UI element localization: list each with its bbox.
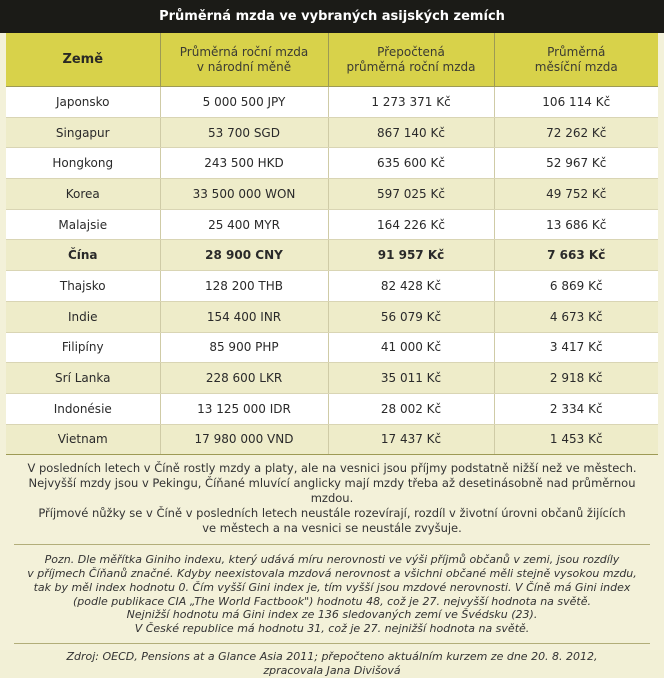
cell-country: Indie <box>6 301 160 332</box>
cell-annual: 56 079 Kč <box>328 301 494 332</box>
header-national-line1: Průměrná roční mzda <box>179 44 309 59</box>
cell-monthly: 4 673 Kč <box>494 301 658 332</box>
cell-national: 228 600 LKR <box>160 363 328 394</box>
cell-monthly: 106 114 Kč <box>494 87 658 118</box>
cell-monthly: 7 663 Kč <box>494 240 658 271</box>
table-wrapper <box>0 33 664 455</box>
table-header <box>6 33 658 87</box>
source-note <box>14 644 650 678</box>
cell-national: 243 500 HKD <box>160 148 328 179</box>
cell-national: 13 125 000 IDR <box>160 393 328 424</box>
header-annual-line1: Přepočtená <box>377 44 445 59</box>
gini-note-line: (podle publikace CIA „The World Factbook") hodnotu 48, což je 27. nejvyšší hodnota na světě. <box>73 594 591 608</box>
gini-note-line: tak by měl index hodnotu 0. Čím vyšší Gini index je, tím vyšší jsou mzdové nerovnosti. V Číně má Gini index <box>33 580 631 594</box>
header-monthly-line2: měsíční mzda <box>534 59 618 74</box>
cell-annual: 28 002 Kč <box>328 393 494 424</box>
header-annual <box>328 33 494 87</box>
context-note-line: Příjmové nůžky se v Číně v posledních letech neustále rozevírají, rozdíl v životní úrovni občanů žijících <box>38 506 626 521</box>
source-note-line: Zdroj: OECD, Pensions at a Glance Asia 2011; přepočteno aktuálním kurzem ze dne 20. 8. 2012, <box>66 650 598 664</box>
cell-monthly: 13 686 Kč <box>494 209 658 240</box>
cell-country: Korea <box>6 179 160 210</box>
cell-annual: 635 600 Kč <box>328 148 494 179</box>
header-country-label: Země <box>62 52 104 67</box>
table-title: Průměrná mzda ve vybraných asijských zemích <box>0 0 664 33</box>
header-national <box>160 33 328 87</box>
cell-country: Singapur <box>6 117 160 148</box>
cell-annual: 164 226 Kč <box>328 209 494 240</box>
context-note-line: V posledních letech v Číně rostly mzdy a platy, ale na vesnici jsou příjmy podstatně nižší než ve městech. <box>27 461 637 476</box>
header-national-line2: v národní měně <box>196 59 292 74</box>
cell-monthly: 49 752 Kč <box>494 179 658 210</box>
cell-national: 154 400 INR <box>160 301 328 332</box>
cell-annual: 1 273 371 Kč <box>328 87 494 118</box>
cell-country: Malajsie <box>6 209 160 240</box>
cell-national: 25 400 MYR <box>160 209 328 240</box>
cell-monthly: 2 334 Kč <box>494 393 658 424</box>
header-country <box>6 33 160 87</box>
gini-note-line: Pozn. Dle měřítka Giniho indexu, který udává míru nerovnosti ve výši příjmů občanů v zemi, jsou rozdíly <box>44 553 620 567</box>
cell-country: Filipíny <box>6 332 160 363</box>
cell-national: 17 980 000 VND <box>160 424 328 455</box>
cell-monthly: 72 262 Kč <box>494 117 658 148</box>
table-row <box>6 393 658 424</box>
table-row <box>6 301 658 332</box>
cell-national: 85 900 PHP <box>160 332 328 363</box>
wage-table <box>6 33 658 455</box>
table-row <box>6 117 658 148</box>
table-row <box>6 363 658 394</box>
cell-annual: 35 011 Kč <box>328 363 494 394</box>
cell-annual: 82 428 Kč <box>328 271 494 302</box>
table-row <box>6 332 658 363</box>
cell-country: Hongkong <box>6 148 160 179</box>
header-monthly-line1: Průměrná <box>547 44 606 59</box>
cell-national: 5 000 500 JPY <box>160 87 328 118</box>
cell-country: Srí Lanka <box>6 363 160 394</box>
cell-national: 28 900 CNY <box>160 240 328 271</box>
cell-country: Japonsko <box>6 87 160 118</box>
gini-note-line: V České republice má hodnotu 31, což je 27. nejnižší hodnota na světě. <box>134 622 530 636</box>
cell-annual: 867 140 Kč <box>328 117 494 148</box>
context-note <box>14 455 650 545</box>
cell-annual: 17 437 Kč <box>328 424 494 455</box>
cell-country: Indonésie <box>6 393 160 424</box>
cell-monthly: 3 417 Kč <box>494 332 658 363</box>
table-row <box>6 87 658 118</box>
cell-annual: 91 957 Kč <box>328 240 494 271</box>
cell-annual: 41 000 Kč <box>328 332 494 363</box>
cell-monthly: 6 869 Kč <box>494 271 658 302</box>
gini-note-line: v příjmech Číňanů značné. Kdyby neexistovala mzdová nerovnost a všichni občané měli stejně vysokou mzdu, <box>27 567 637 581</box>
table-row <box>6 179 658 210</box>
cell-national: 53 700 SGD <box>160 117 328 148</box>
cell-country: Vietnam <box>6 424 160 455</box>
context-note-line: Nejvyšší mzdy jsou v Pekingu, Číňané mluvící anglicky mají mzdy třeba až desetinásobně nad průměrnou mzdou. <box>28 476 636 506</box>
gini-note-line: Nejnižší hodnotu má Gini index ze 136 sledovaných zemí ve Švédsku (23). <box>126 608 538 622</box>
cell-country: Čína <box>6 240 160 271</box>
table-row <box>6 424 658 455</box>
header-monthly <box>494 33 658 87</box>
cell-annual: 597 025 Kč <box>328 179 494 210</box>
source-note-line: zpracovala Jana Divišová <box>263 664 401 678</box>
header-annual-line2: průměrná roční mzda <box>346 59 476 74</box>
table-row <box>6 271 658 302</box>
context-note-line: ve městech a na vesnici se neustále zvyšuje. <box>202 521 462 536</box>
table-row <box>6 209 658 240</box>
table-row-highlighted <box>6 240 658 271</box>
cell-monthly: 1 453 Kč <box>494 424 658 455</box>
cell-monthly: 2 918 Kč <box>494 363 658 394</box>
cell-national: 33 500 000 WON <box>160 179 328 210</box>
cell-country: Thajsko <box>6 271 160 302</box>
table-row <box>6 148 658 179</box>
gini-note <box>14 545 650 644</box>
cell-monthly: 52 967 Kč <box>494 148 658 179</box>
cell-national: 128 200 THB <box>160 271 328 302</box>
table-body <box>6 87 658 455</box>
notes-section <box>0 455 664 678</box>
